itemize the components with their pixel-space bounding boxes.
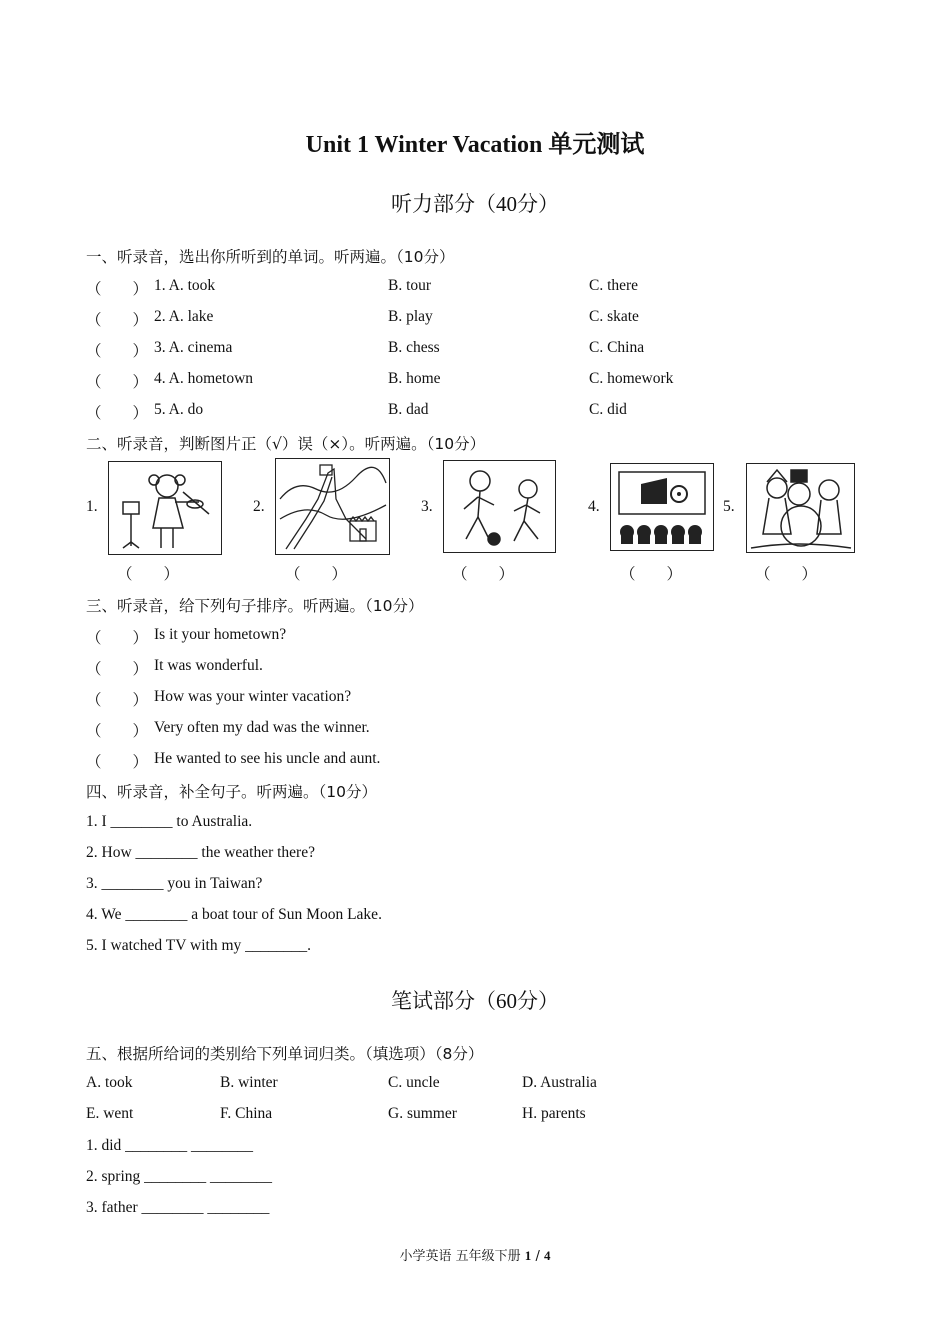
picture-answer-1: （ ） [117,566,180,583]
option-a: 5. A. do [154,401,204,418]
classify-item: 3. father ________ ________ [86,1199,270,1216]
picture-number-3: 3. [421,498,433,515]
answer-bracket: （ ） [86,374,149,391]
answer-bracket: （ ） [86,630,149,647]
sentence-item: It was wonderful. [154,657,263,674]
cinema-icon [610,463,714,551]
option-c: C. homework [589,370,674,387]
picture-number-4: 4. [588,498,600,515]
option-c: C. there [589,277,639,294]
sentence-item: How was your winter vacation? [154,688,352,705]
answer-bracket: （ ） [86,405,149,422]
picture-number-2: 2. [253,498,265,515]
picture-number-5: 5. [723,498,735,515]
page-title: Unit 1 Winter Vacation 单元测试 [305,132,645,158]
answer-bracket: （ ） [86,723,149,740]
option-b: B. dad [388,401,429,418]
answer-bracket: （ ） [86,692,149,709]
footer-page-total: 4 [543,1248,551,1263]
girl-violin-icon [108,461,222,555]
fill-blank-item: 3. ________ you in Taiwan? [86,875,263,892]
section-1-heading: 一、听录音，选出你所听到的单词。听两遍。（10分） [86,248,455,266]
option-c: C. did [589,401,627,418]
section-4-heading: 四、听录音，补全句子。听两遍。（10分） [86,783,377,801]
picture-answer-5: （ ） [755,566,818,583]
footer-text: 小学英语 五年级下册 [399,1249,521,1264]
option-a: 3. A. cinema [154,339,233,356]
footer-page-number: 1 [524,1248,532,1263]
fill-blank-item: 5. I watched TV with my ________. [86,937,312,954]
sentence-item: Is it your hometown? [154,626,287,643]
footer-separator: / [535,1249,540,1264]
picture-answer-3: （ ） [452,566,515,583]
answer-bracket: （ ） [86,343,149,360]
section-5-heading: 五、根据所给词的类别给下列单词归类。（填选项）（8分） [86,1045,484,1063]
boys-football-icon [443,460,556,553]
sentence-item: He wanted to see his uncle and aunt. [154,750,381,767]
option-c: C. China [589,339,645,356]
option-b: B. play [388,308,433,325]
classify-item: 1. did ________ ________ [86,1137,254,1154]
word-option: H. parents [522,1105,586,1122]
fill-blank-item: 1. I ________ to Australia. [86,813,253,830]
word-option: B. winter [220,1074,278,1091]
section-3-heading: 三、听录音，给下列句子排序。听两遍。（10分） [86,597,424,615]
option-a: 4. A. hometown [154,370,254,387]
word-option: F. China [220,1105,273,1122]
word-option: E. went [86,1105,134,1122]
sentence-item: Very often my dad was the winner. [154,719,370,736]
picture-answer-4: （ ） [620,566,683,583]
word-option: A. took [86,1074,133,1091]
answer-bracket: （ ） [86,661,149,678]
listening-section-header: 听力部分（40分） [391,192,559,216]
word-option: G. summer [388,1105,457,1122]
word-option: C. uncle [388,1074,440,1091]
classify-item: 2. spring ________ ________ [86,1168,272,1185]
fill-blank-item: 2. How ________ the weather there? [86,844,315,861]
option-c: C. skate [589,308,639,325]
picture-number-1: 1. [86,498,98,515]
snowman-icon [746,463,855,553]
option-b: B. home [388,370,441,387]
picture-answer-2: （ ） [285,566,348,583]
option-a: 2. A. lake [154,308,214,325]
answer-bracket: （ ） [86,754,149,771]
option-b: B. tour [388,277,432,294]
word-option: D. Australia [522,1074,597,1091]
answer-bracket: （ ） [86,312,149,329]
great-wall-icon [275,458,390,555]
section-2-heading: 二、听录音，判断图片正（√）误（×）。听两遍。（10分） [86,435,486,453]
writing-section-header: 笔试部分（60分） [391,989,559,1013]
fill-blank-item: 4. We ________ a boat tour of Sun Moon Lake. [86,906,382,923]
option-a: 1. A. took [154,277,216,294]
option-b: B. chess [388,339,440,356]
page-footer [0,1245,950,1264]
answer-bracket: （ ） [86,281,149,298]
